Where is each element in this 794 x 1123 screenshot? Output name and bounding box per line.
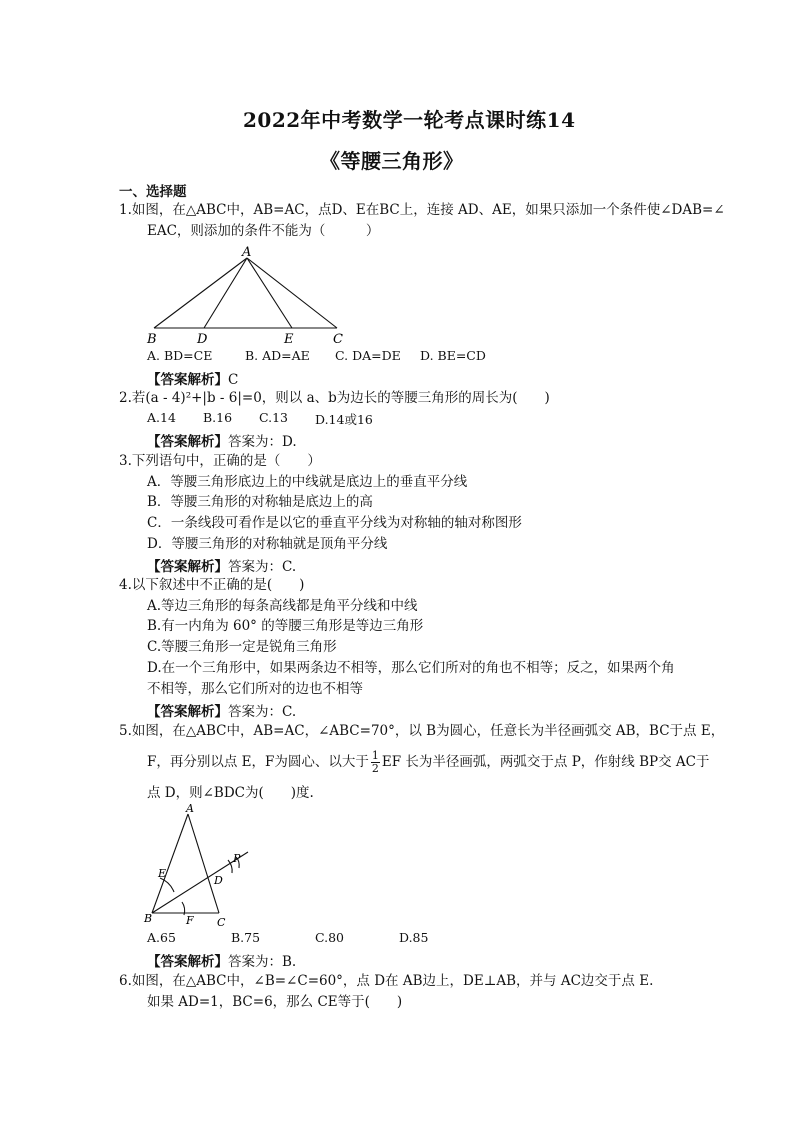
q3-option-d: D．等腰三角形的对称轴就是顶角平分线 xyxy=(147,536,388,552)
q4-option-b: B.有一内角为 60° 的等腰三角形是等边三角形 xyxy=(147,618,424,634)
q5-stem-line2-b: EF 长为半径画弧，两弧交于点 P，作射线 BP交 AC于 xyxy=(381,754,710,770)
q5-option-a: A.65 xyxy=(147,930,176,945)
q1-answer-text: C xyxy=(228,372,239,388)
document-title: 2022年中考数学一轮考点课时练14 xyxy=(243,108,576,132)
q5-option-b: B.75 xyxy=(231,930,261,945)
q1-option-a: A. BD=CE xyxy=(147,348,213,363)
q5-fraction-den: 2 xyxy=(371,762,379,775)
q3-answer-text: 答案为：C. xyxy=(228,559,297,575)
q1-stem-line1: 1.如图，在△ABC中，AB=AC，点D、E在BC上，连接 AD、AE，如果只添加一个条件使∠DAB=∠ xyxy=(119,202,725,218)
q5-answer-label: 【答案解析】 xyxy=(147,954,228,970)
q1-option-d: D. BE=CD xyxy=(420,348,486,363)
q3-answer xyxy=(147,555,296,575)
q2-option-a: A.14 xyxy=(147,410,176,425)
q1-label-a: A xyxy=(242,245,252,260)
q3-option-c: C．一条线段可看作是以它的垂直平分线为对称轴的轴对称图形 xyxy=(147,515,522,531)
q5-fraction xyxy=(371,750,380,775)
q1-label-b: B xyxy=(147,332,157,347)
q1-option-c: C. DA=DE xyxy=(335,348,401,363)
q5-label-a: A xyxy=(186,802,194,815)
document-subtitle: 《等腰三角形》 xyxy=(320,149,464,173)
q3-answer-label: 【答案解析】 xyxy=(147,559,228,575)
q1-label-c: C xyxy=(333,332,343,347)
q5-label-d: D xyxy=(214,874,223,887)
q5-label-c: C xyxy=(217,916,226,929)
q2-option-d: D.14或16 xyxy=(315,412,373,427)
q5-stem-line2 xyxy=(147,750,709,775)
q5-answer xyxy=(147,950,296,970)
q1-figure xyxy=(140,244,360,348)
q2-answer xyxy=(147,430,297,450)
q1-label-d: D xyxy=(197,332,208,347)
q2-option-b: B.16 xyxy=(203,410,233,425)
q5-option-d: D.85 xyxy=(399,930,429,945)
q2-stem: 2.若(a - 4)²+|b - 6|=0，则以 a、b为边长的等腰三角形的周长为( ) xyxy=(119,390,550,406)
q5-stem-line1: 5.如图，在△ABC中，AB=AC，∠ABC=70°，以 B为圆心，任意长为半径画弧交 AB，BC于点 E， xyxy=(119,723,725,739)
q4-option-d-line2: 不相等，那么它们所对的边也不相等 xyxy=(147,681,363,697)
q5-label-f: F xyxy=(186,914,194,927)
q3-stem: 3.下列语句中，正确的是（ ） xyxy=(119,453,321,469)
q3-option-b: B．等腰三角形的对称轴是底边上的高 xyxy=(147,494,373,510)
q4-option-a: A.等边三角形的每条高线都是角平分线和中线 xyxy=(147,598,418,614)
q1-answer xyxy=(147,368,238,388)
q6-stem-line2: 如果 AD=1，BC=6，那么 CE等于( ) xyxy=(147,994,403,1010)
q4-answer-text: 答案为：C. xyxy=(228,704,297,720)
q1-label-e: E xyxy=(284,332,294,347)
q3-option-a: A．等腰三角形底边上的中线就是底边上的垂直平分线 xyxy=(147,474,468,490)
q5-answer-text: 答案为：B. xyxy=(228,954,297,970)
q1-option-b: B. AD=AE xyxy=(245,348,310,363)
q2-answer-text: 答案为：D. xyxy=(228,434,297,450)
q4-stem: 4.以下叙述中不正确的是( ) xyxy=(119,577,305,593)
q5-label-p: P xyxy=(233,852,241,865)
q5-fraction-num: 1 xyxy=(371,749,379,762)
q5-stem-line2-a: F，再分别以点 E，F为圆心、以大于 xyxy=(147,754,369,770)
q4-answer xyxy=(147,700,296,720)
q4-answer-label: 【答案解析】 xyxy=(147,704,228,720)
q2-answer-label: 【答案解析】 xyxy=(147,434,228,450)
q1-answer-label: 【答案解析】 xyxy=(147,372,228,388)
q5-figure xyxy=(140,802,255,930)
q4-option-d-line1: D.在一个三角形中，如果两条边不相等，那么它们所对的角也不相等；反之，如果两个角 xyxy=(147,660,675,676)
q2-option-c: C.13 xyxy=(259,410,288,425)
q6-stem-line1: 6.如图，在△ABC中，∠B=∠C=60°，点 D在 AB边上，DE⊥AB，并与 AC边交于点 E. xyxy=(119,973,654,989)
q5-label-b: B xyxy=(144,912,153,925)
q1-stem-line2: EAC，则添加的条件不能为（ ） xyxy=(147,223,380,239)
q5-option-c: C.80 xyxy=(315,930,344,945)
q5-stem-line3: 点 D，则∠BDC为( )度. xyxy=(147,785,314,801)
q4-option-c: C.等腰三角形一定是锐角三角形 xyxy=(147,639,337,655)
q5-label-e: E xyxy=(158,867,167,880)
section-heading: 一、选择题 xyxy=(119,184,187,200)
